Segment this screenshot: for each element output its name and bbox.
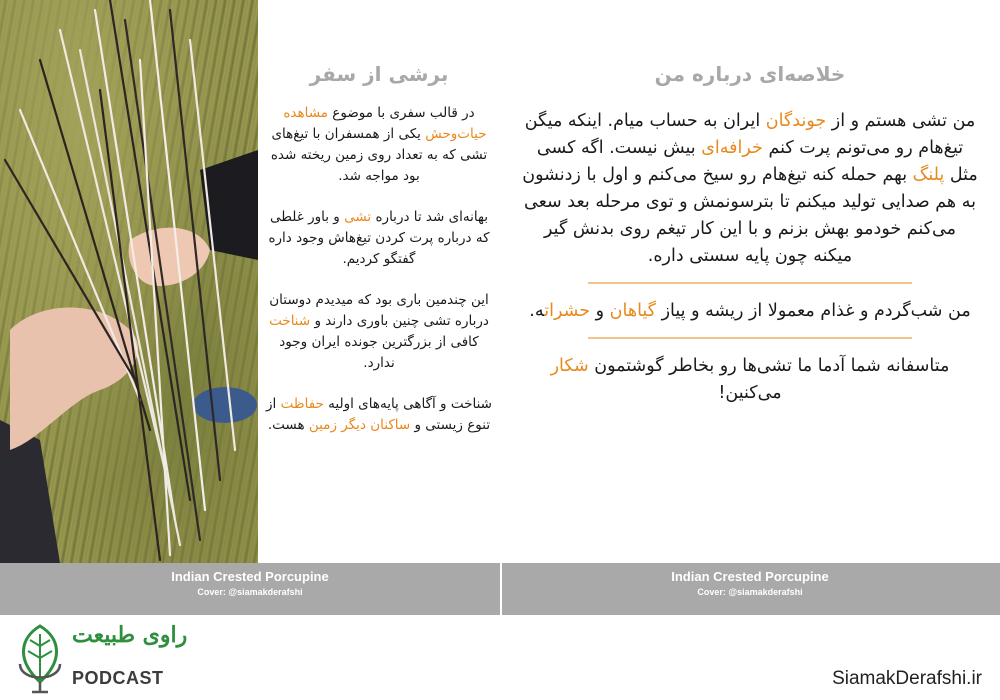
text-segment: بیش نیست. اگه کسی مثل [536, 138, 978, 185]
text-segment: ایران به حساب میام. اینکه میگن تیغ‌هام رو می‌تونم پرت کنم [524, 111, 964, 158]
divider [588, 337, 912, 339]
highlight-text: حفاظت [280, 396, 324, 412]
highlight-text: پلنگ [912, 165, 945, 185]
left-caption [0, 569, 500, 597]
excerpt-paragraph [266, 103, 492, 187]
caption-bar [0, 563, 1000, 615]
caption-title: Indian Crested Porcupine [171, 569, 329, 584]
text-segment: و باور غلطی که درباره پرت کردن تیغ‌هاش وجود داره گفتگو کردیم. [268, 209, 490, 267]
about-paragraph-2 [522, 298, 978, 325]
text-segment: کافی از بزرگترین جونده ایران وجود ندارد. [279, 334, 479, 371]
travel-excerpt-body [266, 103, 492, 456]
text-segment: من شب‌گردم و غذام معمولا از ریشه و پیاز [656, 301, 971, 321]
text-segment: ه. [529, 301, 545, 321]
caption-credit: Cover: @siamakderafshi [697, 587, 803, 597]
text-segment: می‌کنین! [718, 383, 782, 403]
podcast-logo-persian: راوی طبیعت [72, 622, 188, 648]
about-me-body [522, 108, 978, 407]
excerpt-paragraph [266, 207, 492, 270]
about-paragraph-3 [522, 353, 978, 407]
text-segment: در قالب سفری با موضوع [328, 105, 475, 121]
caption-credit: Cover: @siamakderafshi [197, 587, 303, 597]
excerpt-paragraph [266, 290, 492, 374]
caption-title: Indian Crested Porcupine [671, 569, 829, 584]
highlight-text: شناخت [269, 313, 311, 329]
text-segment: بهم حمله کنه تیغ‌هام رو سیخ می‌کنم و اول با زدنشون به هم صدایی تولید میکنم تا بترسونمش و توی مرحله بعد سعی می‌کنم خودمو بهش بزنم و با این کار تیغم روی بدنش گیر میکنه چون پایه سستی داره. [522, 165, 976, 266]
text-segment: متاسفانه شما آدما ما تشی‌ها رو بخاطر گوشتمون [588, 356, 950, 376]
text-segment: هست. [267, 417, 309, 433]
podcast-logo-text: PODCAST [72, 668, 164, 688]
divider [588, 282, 912, 284]
highlight-text: شکار [550, 356, 589, 376]
highlight-text: ساکنان دیگر زمین [308, 417, 411, 433]
quills-illustration [0, 0, 258, 563]
about-me-title: خلاصه‌ای درباره من [654, 62, 846, 86]
excerpt-paragraph [266, 394, 492, 436]
text-segment: شناخت و آگاهی پایه‌های اولیه [323, 396, 492, 412]
text-segment: و [590, 301, 610, 321]
highlight-text: تشی [344, 209, 372, 225]
about-paragraph-1 [522, 108, 978, 270]
highlight-text: خرافه‌ای [701, 138, 763, 158]
website-link[interactable]: SiamakDerafshi.ir [832, 668, 982, 689]
text-segment: بهانه‌ای شد تا درباره [371, 209, 489, 225]
text-segment: این چندمین باری بود که میدیدم دوستان درباره تشی چنین باوری دارند و [269, 292, 489, 329]
highlight-text: جوندگان [765, 111, 827, 131]
text-segment: من تشی هستم و از [826, 111, 976, 131]
cover-photo [0, 0, 258, 563]
text-segment: از تنوع زیستی و [266, 396, 491, 433]
highlight-text: مشاهده حیات‌وحش [283, 105, 487, 142]
highlight-text: گیاهان [609, 301, 657, 321]
right-caption [500, 569, 1000, 597]
highlight-text: حشرات [544, 301, 591, 321]
text-segment: یکی از همسفران با تیغ‌های تشی که به تعداد روی زمین ریخته شده بود مواجه شد. [270, 126, 488, 184]
travel-excerpt-title: برشی از سفر [309, 62, 449, 86]
